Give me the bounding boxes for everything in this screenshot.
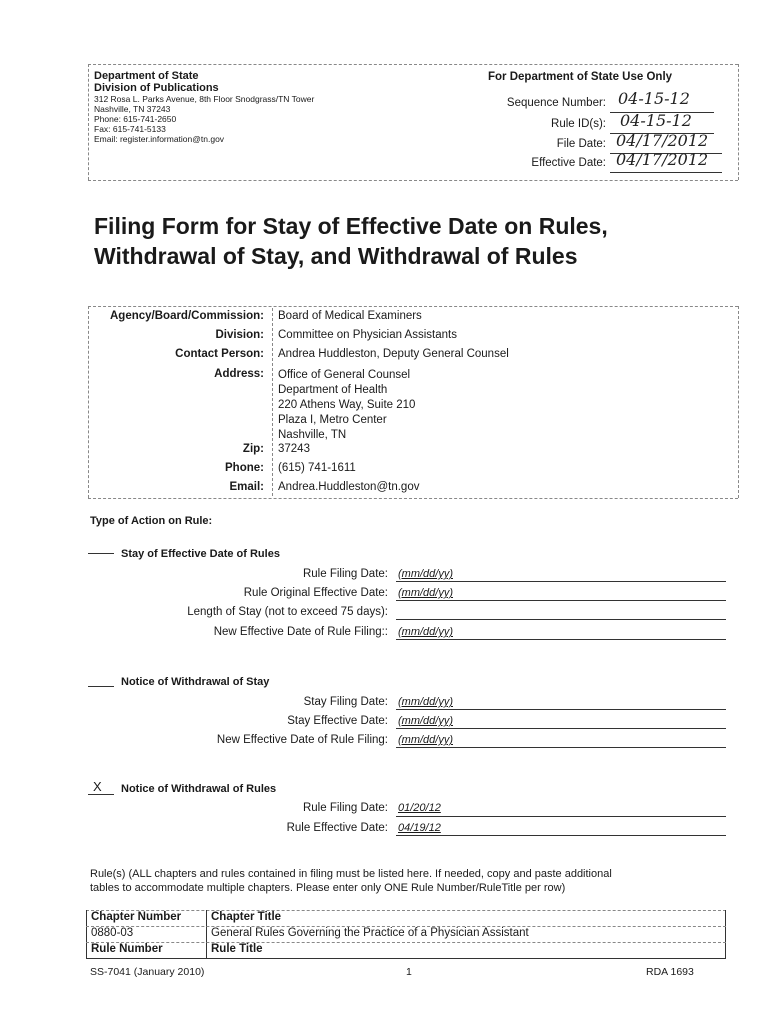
withdraw-rules-checkbox-blank[interactable] (88, 794, 114, 795)
agency-box-bottom (88, 498, 738, 499)
withdraw-stay-filing-date-value[interactable]: (mm/dd/yy) (398, 696, 453, 708)
state-use-only-heading: For Department of State Use Only (488, 71, 673, 83)
email-label: Email: (229, 481, 264, 493)
stay-new-effective-date-line (396, 639, 726, 640)
table-bottom-border (86, 958, 726, 959)
stay-rule-filing-date-line (396, 581, 726, 582)
rules-note-line2: tables to accommodate multiple chapters. Please enter only ONE Rule Number/RuleTitle per row) (90, 882, 566, 894)
table-right-border (725, 910, 726, 958)
division-value: Committee on Physician Assistants (278, 329, 457, 341)
agency-label: Agency/Board/Commission: (110, 310, 264, 322)
agency-value: Board of Medical Examiners (278, 310, 422, 322)
rules-note-line1: Rule(s) (ALL chapters and rules contained in filing must be listed here. If needed, copy and paste additional (90, 868, 612, 880)
withdraw-stay-filing-date-line (396, 709, 726, 710)
address-line: Nashville, TN (278, 429, 347, 441)
rules-note (90, 867, 612, 895)
table-row2-border (86, 942, 726, 943)
stay-original-effective-date-label: Rule Original Effective Date: (243, 587, 388, 599)
contact-label: Contact Person: (175, 348, 264, 360)
address-line: Office of General Counsel (278, 369, 411, 381)
phone-label: Phone: (225, 462, 264, 474)
stay-rule-filing-date-label: Rule Filing Date: (302, 568, 388, 580)
withdraw-stay-new-date-label: New Effective Date of Rule Filing: (216, 734, 388, 746)
withdraw-rules-filing-date-value[interactable]: 01/20/12 (398, 802, 441, 814)
phone-value: (615) 741-1611 (278, 462, 356, 474)
agency-box-left (88, 306, 89, 498)
address-line: Department of Health (278, 384, 388, 396)
publisher-block (94, 70, 314, 144)
rda-number: RDA 1693 (646, 966, 694, 978)
agency-box-right (738, 306, 739, 498)
withdraw-rules-filing-date-line (396, 816, 726, 817)
address-value (278, 368, 415, 443)
table-top-border (86, 910, 726, 911)
withdraw-stay-title: Notice of Withdrawal of Stay (121, 676, 270, 688)
stay-new-effective-date-value[interactable]: (mm/dd/yy) (398, 626, 453, 638)
chapter-title-header: Chapter Title (211, 911, 282, 923)
chapter-title-cell[interactable]: General Rules Governing the Practice of a Physician Assistant (211, 927, 529, 939)
chapter-number-header: Chapter Number (91, 911, 182, 923)
form-title-line2: Withdrawal of Stay, and Withdrawal of Rules (94, 243, 578, 269)
address-line: 220 Athens Way, Suite 210 (278, 399, 416, 411)
type-of-action-label: Type of Action on Rule: (90, 515, 213, 527)
publisher-email: Email: register.information@tn.gov (94, 134, 225, 144)
address-label: Address: (214, 368, 264, 380)
zip-label: Zip: (242, 443, 264, 455)
division-label: Division: (215, 329, 264, 341)
page-number: 1 (406, 966, 412, 978)
effective-date-value: 04/17/2012 (616, 150, 709, 169)
publisher-address: 312 Rosa L. Parks Avenue, 8th Floor Snodgrass/TN Tower (94, 94, 315, 104)
header-box-bottom (88, 180, 738, 181)
withdraw-rules-effective-date-label: Rule Effective Date: (286, 822, 388, 834)
sequence-number-value: 04-15-12 (618, 89, 690, 108)
form-title (94, 211, 608, 271)
table-left-border (86, 910, 87, 958)
withdraw-stay-filing-date-label: Stay Filing Date: (303, 696, 388, 708)
address-line: Plaza I, Metro Center (278, 414, 387, 426)
rule-id-value: 04-15-12 (620, 111, 692, 130)
chapter-number-cell[interactable]: 0880-03 (91, 927, 134, 939)
withdraw-rules-mark: X (93, 779, 102, 794)
division-name: Division of Publications (94, 82, 219, 94)
publisher-fax: Fax: 615-741-5133 (94, 124, 166, 134)
zip-value: 37243 (278, 443, 310, 455)
dept-name: Department of State (94, 70, 199, 82)
withdraw-rules-effective-date-value[interactable]: 04/19/12 (398, 822, 441, 834)
table-col-divider (206, 910, 207, 958)
withdraw-stay-effective-date-label: Stay Effective Date: (287, 715, 388, 727)
agency-box-divider (272, 308, 273, 496)
stay-length-label: Length of Stay (not to exceed 75 days): (187, 606, 388, 618)
file-date-label: File Date: (556, 138, 606, 150)
contact-value: Andrea Huddleston, Deputy General Counsel (278, 348, 509, 360)
effective-date-line (610, 172, 722, 173)
email-value: Andrea.Huddleston@tn.gov (278, 481, 420, 493)
sequence-number-label: Sequence Number: (506, 97, 606, 109)
header-box-left (88, 64, 89, 180)
rule-id-label: Rule ID(s): (551, 118, 606, 130)
stay-checkbox-blank[interactable] (88, 553, 114, 554)
publisher-city: Nashville, TN 37243 (94, 104, 171, 114)
file-date-value: 04/17/2012 (616, 131, 709, 150)
withdraw-stay-new-date-value[interactable]: (mm/dd/yy) (398, 734, 453, 746)
stay-original-effective-date-value[interactable]: (mm/dd/yy) (398, 587, 453, 599)
rule-title-header: Rule Title (211, 943, 263, 955)
withdraw-rules-effective-date-line (396, 835, 726, 836)
withdraw-stay-effective-date-line (396, 728, 726, 729)
withdraw-rules-title: Notice of Withdrawal of Rules (121, 783, 277, 795)
withdraw-stay-checkbox-blank[interactable] (88, 686, 114, 687)
publisher-phone: Phone: 615-741-2650 (94, 114, 177, 124)
effective-date-label: Effective Date: (531, 157, 606, 169)
withdraw-rules-filing-date-label: Rule Filing Date: (302, 802, 388, 814)
withdraw-stay-effective-date-value[interactable]: (mm/dd/yy) (398, 715, 453, 727)
form-title-line1: Filing Form for Stay of Effective Date on Rules, (94, 213, 608, 239)
agency-box-top (88, 306, 738, 307)
rule-number-header: Rule Number (91, 943, 163, 955)
stay-new-effective-date-label: New Effective Date of Rule Filing:: (213, 626, 388, 638)
stay-title: Stay of Effective Date of Rules (121, 548, 280, 560)
stay-rule-filing-date-value[interactable]: (mm/dd/yy) (398, 568, 453, 580)
form-number: SS-7041 (January 2010) (90, 966, 205, 978)
withdraw-stay-new-date-line (396, 747, 726, 748)
stay-length-line (396, 619, 726, 620)
stay-original-effective-date-line (396, 600, 726, 601)
header-box-right (738, 64, 739, 180)
